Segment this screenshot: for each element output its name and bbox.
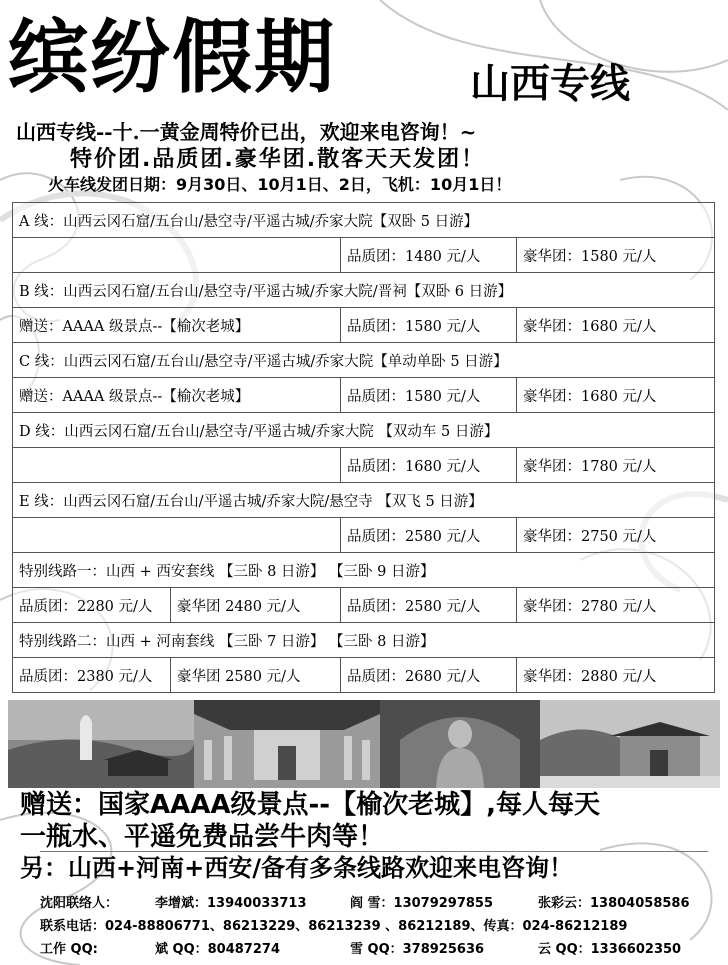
route-e-quality-price: 品质团：2580 元/人 [341,518,517,553]
route-d-price-row [13,448,715,483]
route-a-desc: A 线：山西云冈石窟/五台山/悬空寺/平遥古城/乔家大院【双卧 5 日游】 [13,203,715,238]
route-c-gift: 赠送：AAAA 级景点--【榆次老城】 [13,378,341,413]
contact-row-qq [40,938,710,956]
scenery-photo-strip [8,700,720,788]
route-d-quality-price: 品质团：1680 元/人 [341,448,517,483]
tagline-promo: 山西专线--十.一黄金周特价已出，欢迎来电咨询！~ [16,120,477,144]
special-route-2-price-3: 品质团：2680 元/人 [341,658,517,693]
route-d-luxury-price: 豪华团：1780 元/人 [517,448,715,483]
route-e-gift-empty [13,518,341,553]
route-e-desc: E 线：山西云冈石窟/五台山/平遥古城/乔家大院/悬空寺 【双飞 5 日游】 [13,483,715,518]
pagoda-photo [8,700,194,788]
ancient-town-photo [540,700,720,788]
routes-table [12,202,715,693]
bonus-water-line: 一瓶水、平遥免费品尝牛肉等！ [20,822,385,852]
contact-label: 沈阳联络人： [40,896,119,911]
courtyard-photo [194,700,380,788]
main-title: 缤纷假期 [8,11,336,104]
route-a-luxury-price: 豪华团：1580 元/人 [517,238,715,273]
special-route-1-desc: 特别线路一：山西 + 西安套线 【三卧 8 日游】 【三卧 9 日游】 [13,553,715,588]
route-d-desc-row [13,413,715,448]
contact-row-phones [40,915,710,933]
special-route-1-price-3: 品质团：2580 元/人 [341,588,517,623]
route-e-price-row [13,518,715,553]
qq-label: 工作 QQ: [40,942,98,957]
special-route-1-price-1: 品质团：2280 元/人 [13,588,171,623]
route-b-gift: 赠送：AAAA 级景点--【榆次老城】 [13,308,341,343]
divider-line [40,851,708,852]
contact-row-people [40,892,710,910]
phone-fax-line: 联系电话：024-88806771、86213229、86213239 、86212189、传真：024-86212189 [40,919,628,934]
contact-li: 李增斌：13940033713 [155,896,307,911]
route-a-desc-row [13,203,715,238]
special-route-1-price-2: 豪华团 2480 元/人 [171,588,341,623]
qq-yun: 云 QQ：1336602350 [538,942,682,957]
sub-title: 山西专线 [470,61,630,107]
special-route-2-price-4: 豪华团：2880 元/人 [517,658,715,693]
route-b-quality-price: 品质团：1580 元/人 [341,308,517,343]
qq-bin: 斌 QQ：80487274 [155,942,280,957]
special-route-2-desc: 特别线路二：山西 + 河南套线 【三卧 7 日游】 【三卧 8 日游】 [13,623,715,658]
qq-xue: 雪 QQ：378925636 [350,942,485,957]
route-e-desc-row [13,483,715,518]
contact-yan: 阎 雪：13079297855 [350,896,494,911]
route-a-gift-empty [13,238,341,273]
route-d-desc: D 线：山西云冈石窟/五台山/悬空寺/平遥古城/乔家大院 【双动车 5 日游】 [13,413,715,448]
contact-zhang: 张彩云：13804058586 [538,896,690,911]
other-routes-line: 另：山西+河南+西安/备有多条线路欢迎来电咨询！ [20,854,573,882]
special-route-2-price-1: 品质团：2380 元/人 [13,658,171,693]
route-c-desc: C 线：山西云冈石窟/五台山/悬空寺/平遥古城/乔家大院【单动单卧 5 日游】 [13,343,715,378]
special-route-2-price-row [13,658,715,693]
route-b-desc-row [13,273,715,308]
grotto-buddha-photo [380,700,540,788]
header [0,0,728,200]
special-route-1-desc-row [13,553,715,588]
route-c-quality-price: 品质团：1580 元/人 [341,378,517,413]
route-b-desc: B 线：山西云冈石窟/五台山/悬空寺/平遥古城/乔家大院/晋祠【双卧 6 日游】 [13,273,715,308]
route-e-luxury-price: 豪华团：2750 元/人 [517,518,715,553]
route-b-price-row [13,308,715,343]
special-route-1-price-row [13,588,715,623]
route-c-desc-row [13,343,715,378]
route-c-price-row [13,378,715,413]
special-route-2-desc-row [13,623,715,658]
route-d-gift-empty [13,448,341,483]
route-a-price-row [13,238,715,273]
tagline-group-types: 特价团.品质团.豪华团.散客天天发团！ [70,147,486,172]
departure-dates: 火车线发团日期：9月30日、10月1日、2日，飞机：10月1日！ [48,175,512,194]
route-c-luxury-price: 豪华团：1680 元/人 [517,378,715,413]
route-b-luxury-price: 豪华团：1680 元/人 [517,308,715,343]
route-a-quality-price: 品质团：1480 元/人 [341,238,517,273]
bonus-gift-line: 赠送：国家AAAA级景点--【榆次老城】,每人每天 [20,790,600,820]
special-route-1-price-4: 豪华团：2780 元/人 [517,588,715,623]
special-route-2-price-2: 豪华团 2580 元/人 [171,658,341,693]
